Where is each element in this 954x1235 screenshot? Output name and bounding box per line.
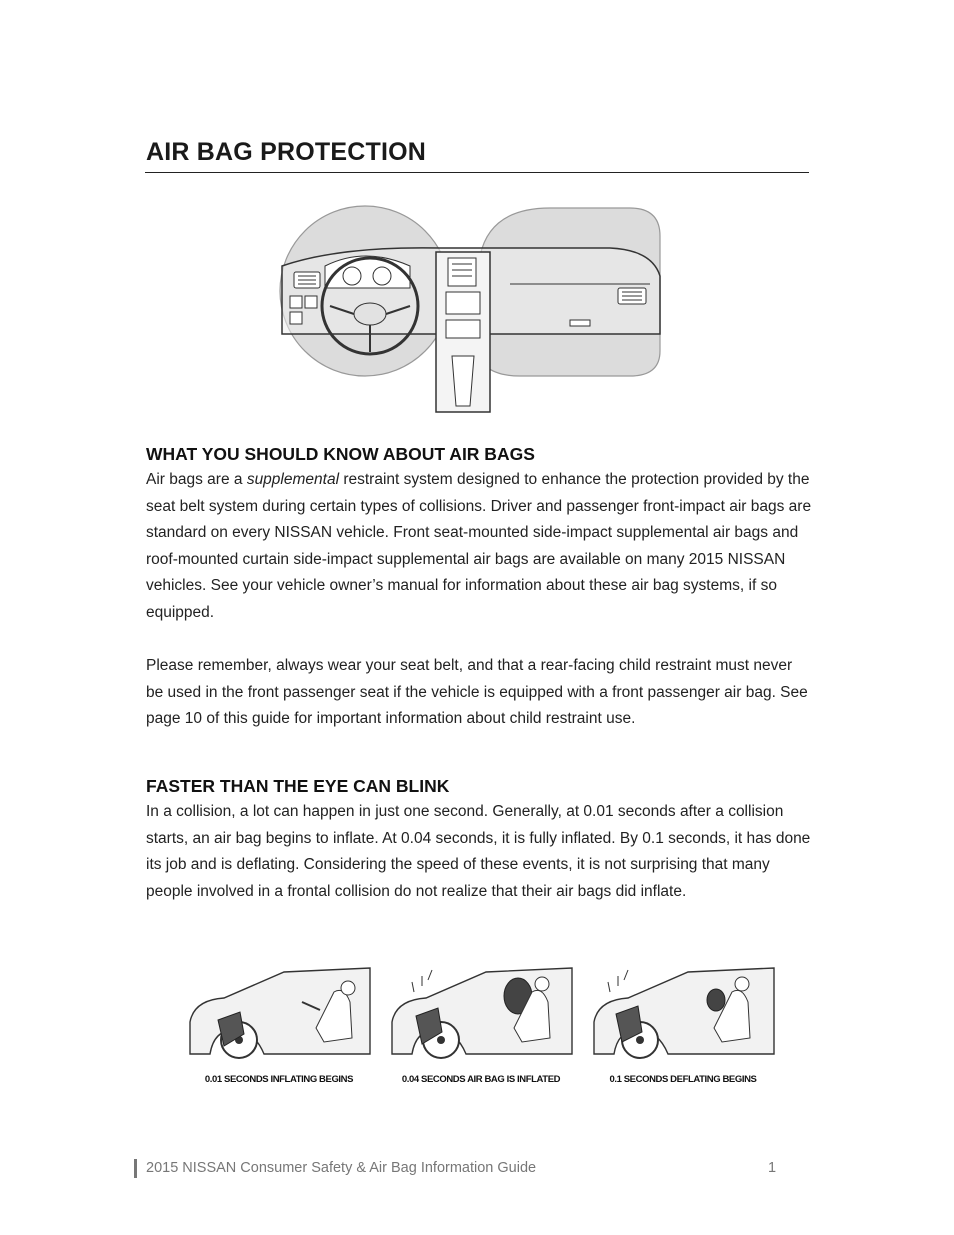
stage-caption: 0.1 SECONDS DEFLATING BEGINS xyxy=(609,1074,757,1085)
section-heading-faster-than-blink: FASTER THAN THE EYE CAN BLINK xyxy=(146,776,450,796)
page-title: AIR BAG PROTECTION xyxy=(146,138,426,166)
page-number: 1 xyxy=(768,1160,777,1176)
dashboard-airbag-illustration xyxy=(190,196,766,416)
stage-caption: 0.01 SECONDS INFLATING BEGINS xyxy=(204,1074,354,1085)
section-heading-air-bags: WHAT YOU SHOULD KNOW ABOUT AIR BAGS xyxy=(146,444,535,464)
stage-air-bag-inflated xyxy=(386,962,576,1092)
air-bags-paragraph-1: Air bags are a supplemental restraint system designed to enhance the protection provided by the seat belt system during certain types of collisions. Driver and passenger front-impact air bags are standard on every NISSAN vehicle. Front seat-mounted side-impact supplemental air bags and roof-mounted curtain side-impact supplemental air bags are available on many 2015 NISSAN vehicles. See your vehicle owner’s manual for information about these air bag systems, if so equipped. xyxy=(146,471,812,621)
footer-accent-bar xyxy=(134,1159,137,1178)
stage-inflating-begins xyxy=(184,962,374,1092)
stage-deflating-begins xyxy=(588,962,778,1092)
title-divider xyxy=(145,172,809,173)
stage-caption: 0.04 SECONDS AIR BAG IS INFLATED xyxy=(401,1074,561,1085)
footer-text: 2015 NISSAN Consumer Safety & Air Bag Information Guide xyxy=(146,1160,537,1176)
faster-than-blink-paragraph: In a collision, a lot can happen in just one second. Generally, at 0.01 seconds after a collision starts, an air bag begins to inflate. At 0.04 seconds, it is fully inflated. By 0.1 seconds, it has done its job and is deflating. Considering the speed of these events, it is not surprising that many people involved in a frontal collision do not realize that their air bags did inflate. xyxy=(146,803,811,900)
air-bags-paragraph-2: Please remember, always wear your seat belt, and that a rear-facing child restraint must never be used in the front passenger seat if the vehicle is equipped with a front passenger air bag. See page 10 of this guide for important information about child restraint use. xyxy=(146,657,808,727)
